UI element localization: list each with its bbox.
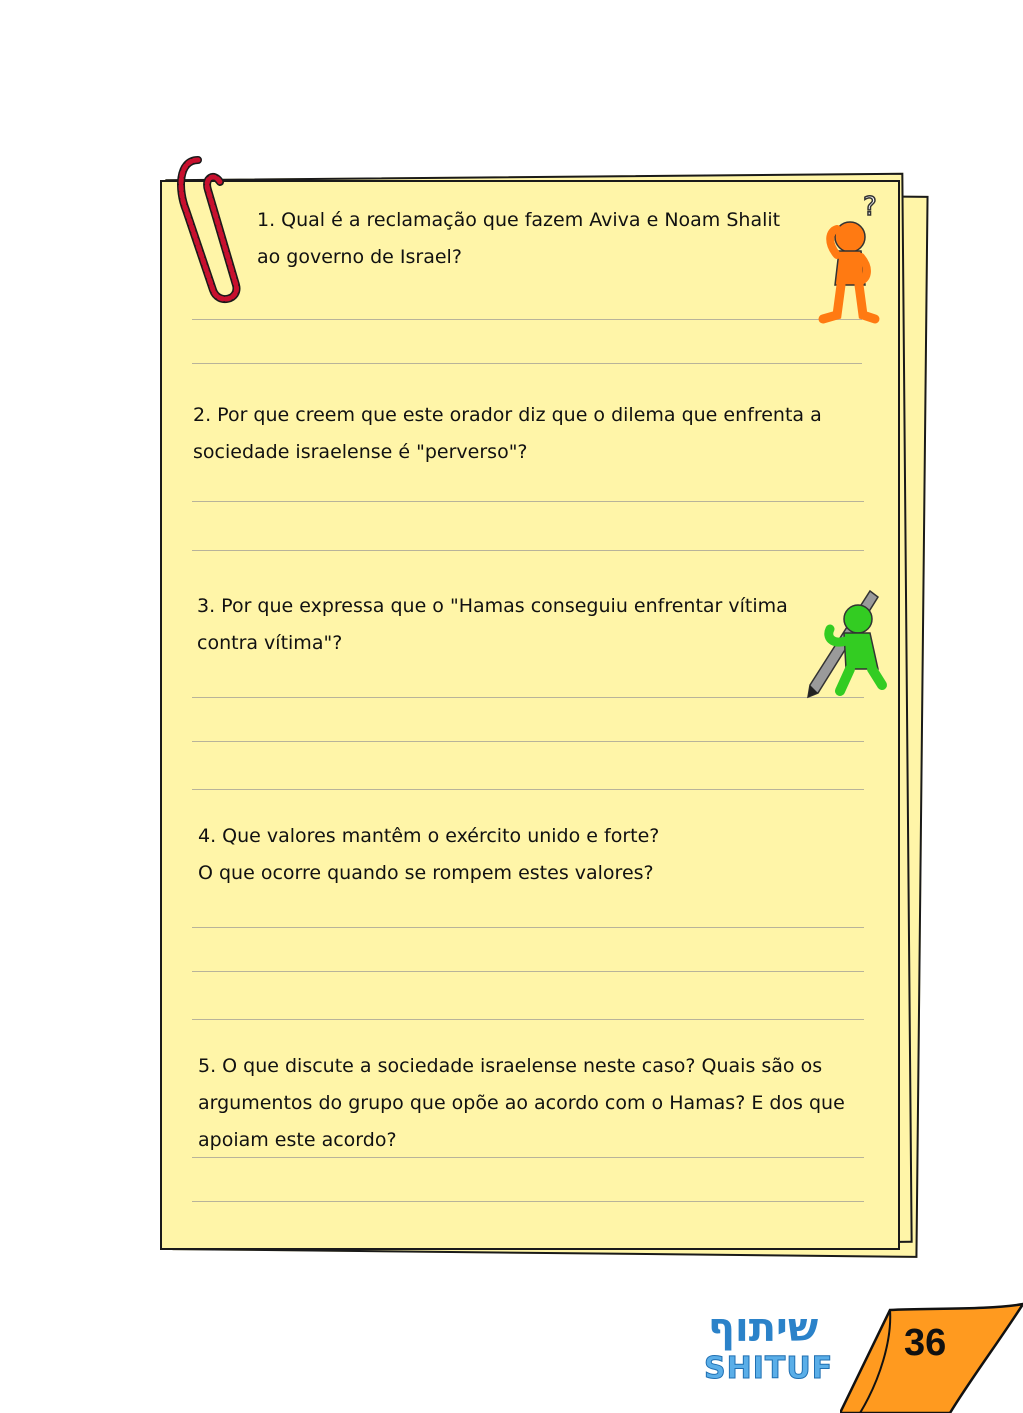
logo-latin-text: SHITUF <box>704 1351 834 1386</box>
answer-line[interactable] <box>192 927 864 928</box>
answer-line[interactable] <box>192 741 864 742</box>
question-3: 3. Por que expressa que o "Hamas conseguiu enfrentar vítima contra vítima"? <box>197 595 788 654</box>
page-number: 36 <box>904 1322 947 1364</box>
answer-line[interactable] <box>192 1019 864 1020</box>
answer-line[interactable] <box>192 971 864 972</box>
answer-line[interactable] <box>192 697 864 698</box>
answer-line[interactable] <box>192 319 862 320</box>
paper-clip-icon <box>168 150 248 310</box>
answer-line[interactable] <box>192 1157 864 1158</box>
answer-line[interactable] <box>192 363 862 364</box>
svg-text:?: ? <box>863 192 877 222</box>
writing-figure-icon <box>800 585 890 705</box>
answer-line[interactable] <box>192 550 864 551</box>
shituf-logo <box>700 1305 834 1400</box>
answer-line[interactable] <box>192 501 864 502</box>
logo-hebrew-text: שיתוף <box>708 1305 819 1351</box>
question-1: 1. Qual é a reclamação que fazem Aviva e Noam Shalit ao governo de Israel? <box>257 209 781 268</box>
answer-line[interactable] <box>192 789 864 790</box>
answer-line[interactable] <box>192 1201 864 1202</box>
thinking-figure-icon <box>815 185 890 325</box>
question-4: 4. Que valores mantêm o exército unido e forte? O que ocorre quando se rompem estes valores? <box>198 825 660 884</box>
question-2: 2. Por que creem que este orador diz que o dilema que enfrenta a sociedade israelense é "perverso"? <box>193 404 822 463</box>
question-5: 5. O que discute a sociedade israelense neste caso? Quais são os argumentos do grupo que opõe ao acordo com o Hamas? E dos que apoiam este acordo? <box>198 1055 845 1151</box>
worksheet-paper <box>160 180 900 1250</box>
